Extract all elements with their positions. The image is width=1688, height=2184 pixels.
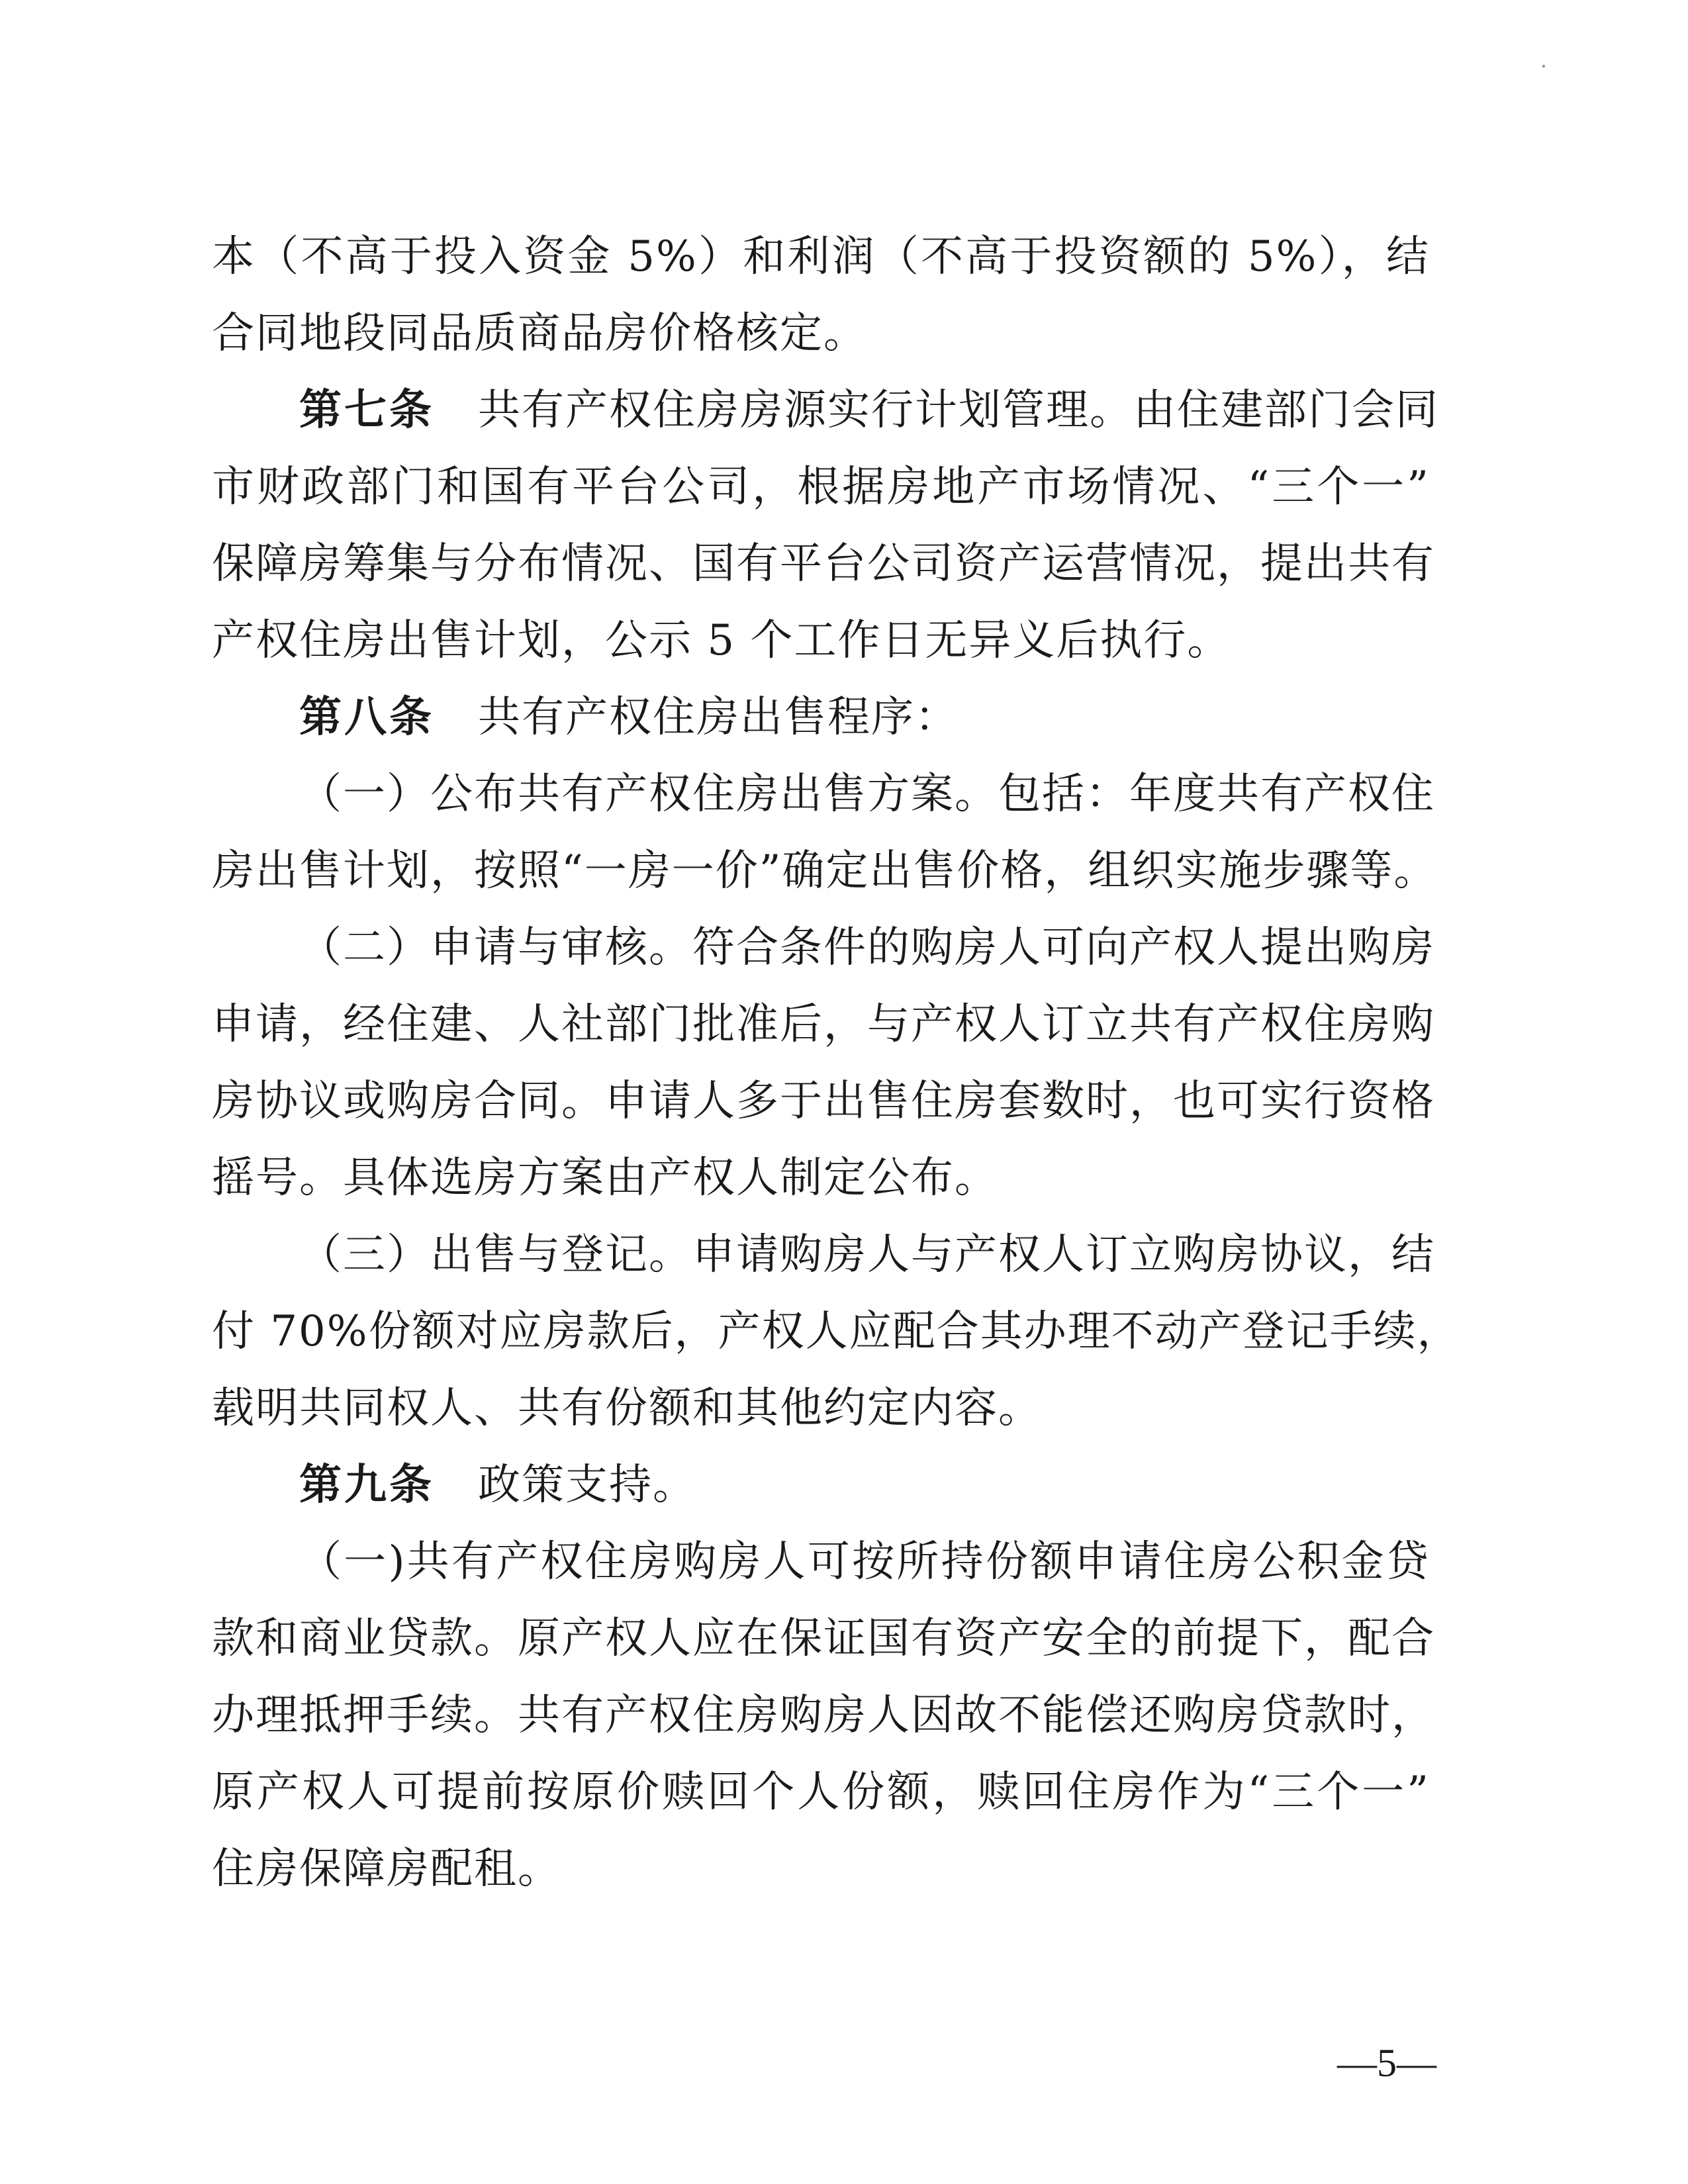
- text-line: 办理抵押手续。共有产权住房购房人因故不能偿还购房贷款时，: [212, 1691, 1435, 1740]
- text-span: 共有产权住房房源实行计划管理。由住建部门会同: [478, 386, 1439, 435]
- article-heading: 第七条: [299, 385, 434, 435]
- text-line: 原产权人可提前按原价赎回个人份额，赎回住房作为“三个一”: [212, 1768, 1430, 1817]
- body-text: [212, 218, 1461, 1907]
- text-line: 载明共同权人、共有份额和其他约定内容。: [212, 1384, 1042, 1433]
- text-line: 款和商业贷款。原产权人应在保证国有资产安全的前提下，配合: [212, 1614, 1435, 1663]
- text-span: 共有产权住房出售程序：: [478, 693, 959, 742]
- text-line: 住房保障房配租。: [212, 1844, 561, 1893]
- text-line: （一)共有产权住房购房人可按所持份额申请住房公积金贷: [299, 1537, 1430, 1586]
- scan-speck: [1542, 65, 1545, 68]
- text-line: 摇号。具体选房方案由产权人制定公布。: [212, 1154, 998, 1203]
- article-7-first-line: [212, 372, 1439, 449]
- article-9-first-line: [212, 1447, 1430, 1524]
- text-line: 付 70%份额对应房款后，产权人应配合其办理不动产登记手续，: [212, 1307, 1461, 1356]
- article-heading: 第九条: [299, 1460, 434, 1510]
- text-line: 产权住房出售计划，公示 5 个工作日无异义后执行。: [212, 616, 1231, 665]
- text-line: 本（不高于投入资金 5%）和利润（不高于投资额的 5%），结: [212, 232, 1430, 281]
- text-line: 保障房筹集与分布情况、国有平台公司资产运营情况，提出共有: [212, 539, 1435, 588]
- text-line: 申请，经住建、人社部门批准后，与产权人订立共有产权住房购: [212, 1000, 1435, 1049]
- page-number: —5—: [1337, 2041, 1436, 2085]
- article-8-first-line: [212, 679, 1430, 756]
- text-line: 房协议或购房合同。申请人多于出售住房套数时，也可实行资格: [212, 1077, 1435, 1126]
- text-line: 合同地段同品质商品房价格核定。: [212, 309, 867, 358]
- text-line: （二）申请与审核。符合条件的购房人可向产权人提出购房: [299, 923, 1435, 972]
- text-line: （三）出售与登记。申请购房人与产权人订立购房协议，结: [299, 1230, 1435, 1279]
- article-heading: 第八条: [299, 692, 434, 742]
- text-line: 市财政部门和国有平台公司，根据房地产市场情况、“三个一”: [212, 463, 1430, 512]
- text-span: 政策支持。: [478, 1461, 696, 1510]
- text-line: 房出售计划，按照“一房一价”确定出售价格，组织实施步骤等。: [212, 846, 1438, 895]
- text-line: （一）公布共有产权住房出售方案。包括：年度共有产权住: [299, 770, 1435, 819]
